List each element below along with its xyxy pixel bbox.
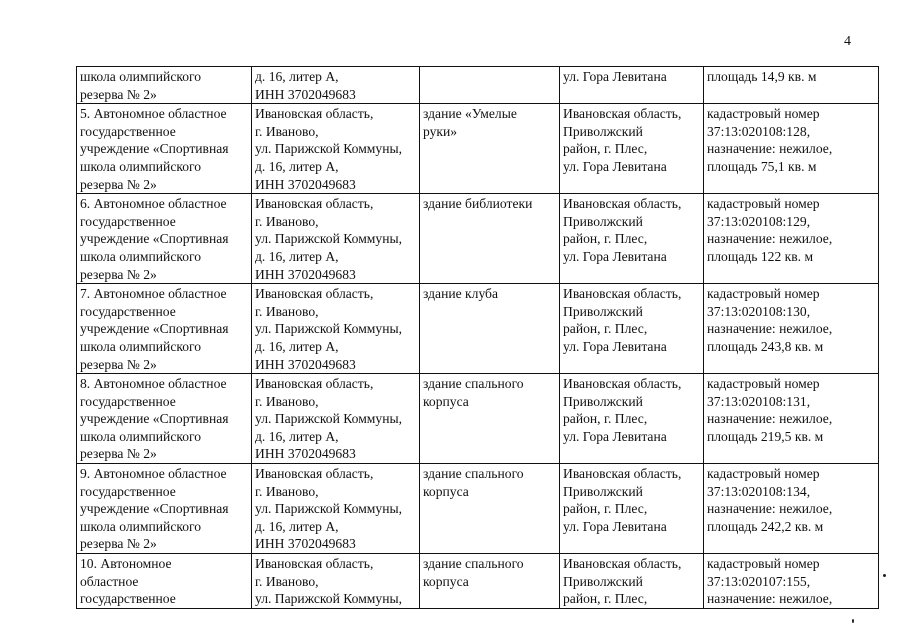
property-table: [76, 66, 879, 609]
organization-cell: 5. Автономное областное государственное учреждение «Спортивная школа олимпийского резерва № 2»: [77, 104, 252, 194]
organization-cell: 7. Автономное областное государственное учреждение «Спортивная школа олимпийского резерва № 2»: [77, 284, 252, 374]
requisites-cell: Ивановская область, г. Иваново, ул. Парижской Коммуны, д. 16, литер А, ИНН 3702049683: [252, 104, 420, 194]
organization-cell: школа олимпийского резерва № 2»: [77, 67, 252, 104]
organization-cell: 10. Автономное областное государственное: [77, 554, 252, 609]
requisites-cell: Ивановская область, г. Иваново, ул. Парижской Коммуны,: [252, 554, 420, 609]
scan-speck: [883, 574, 886, 577]
organization-cell: 6. Автономное областное государственное учреждение «Спортивная школа олимпийского резерва № 2»: [77, 194, 252, 284]
details-cell: кадастровый номер 37:13:020108:134, назначение: нежилое, площадь 242,2 кв. м: [704, 464, 879, 554]
location-cell: Ивановская область, Приволжский район, г. Плес,: [560, 554, 704, 609]
organization-cell: 9. Автономное областное государственное учреждение «Спортивная школа олимпийского резерва № 2»: [77, 464, 252, 554]
table-row: [77, 374, 879, 464]
object-cell: здание «Умелые руки»: [420, 104, 560, 194]
requisites-cell: Ивановская область, г. Иваново, ул. Парижской Коммуны, д. 16, литер А, ИНН 3702049683: [252, 284, 420, 374]
scan-speck: [852, 619, 854, 623]
location-cell: Ивановская область, Приволжский район, г. Плес, ул. Гора Левитана: [560, 374, 704, 464]
location-cell: ул. Гора Левитана: [560, 67, 704, 104]
object-cell: здание библиотеки: [420, 194, 560, 284]
table-row: [77, 104, 879, 194]
location-cell: Ивановская область, Приволжский район, г. Плес, ул. Гора Левитана: [560, 104, 704, 194]
location-cell: Ивановская область, Приволжский район, г. Плес, ул. Гора Левитана: [560, 194, 704, 284]
requisites-cell: Ивановская область, г. Иваново, ул. Парижской Коммуны, д. 16, литер А, ИНН 3702049683: [252, 464, 420, 554]
table-row: [77, 464, 879, 554]
location-cell: Ивановская область, Приволжский район, г. Плес, ул. Гора Левитана: [560, 464, 704, 554]
object-cell: здание клуба: [420, 284, 560, 374]
object-cell: [420, 67, 560, 104]
table-row: [77, 194, 879, 284]
requisites-cell: д. 16, литер А, ИНН 3702049683: [252, 67, 420, 104]
details-cell: кадастровый номер 37:13:020108:129, назначение: нежилое, площадь 122 кв. м: [704, 194, 879, 284]
object-cell: здание спального корпуса: [420, 374, 560, 464]
object-cell: здание спального корпуса: [420, 554, 560, 609]
details-cell: кадастровый номер 37:13:020108:130, назначение: нежилое, площадь 243,8 кв. м: [704, 284, 879, 374]
requisites-cell: Ивановская область, г. Иваново, ул. Парижской Коммуны, д. 16, литер А, ИНН 3702049683: [252, 194, 420, 284]
requisites-cell: Ивановская область, г. Иваново, ул. Парижской Коммуны, д. 16, литер А, ИНН 3702049683: [252, 374, 420, 464]
object-cell: здание спального корпуса: [420, 464, 560, 554]
location-cell: Ивановская область, Приволжский район, г. Плес, ул. Гора Левитана: [560, 284, 704, 374]
table-row: [77, 67, 879, 104]
organization-cell: 8. Автономное областное государственное учреждение «Спортивная школа олимпийского резерва № 2»: [77, 374, 252, 464]
details-cell: площадь 14,9 кв. м: [704, 67, 879, 104]
details-cell: кадастровый номер 37:13:020107:155, назначение: нежилое,: [704, 554, 879, 609]
page-number: 4: [844, 34, 851, 49]
details-cell: кадастровый номер 37:13:020108:131, назначение: нежилое, площадь 219,5 кв. м: [704, 374, 879, 464]
table-row: [77, 284, 879, 374]
details-cell: кадастровый номер 37:13:020108:128, назначение: нежилое, площадь 75,1 кв. м: [704, 104, 879, 194]
table-row: [77, 554, 879, 609]
